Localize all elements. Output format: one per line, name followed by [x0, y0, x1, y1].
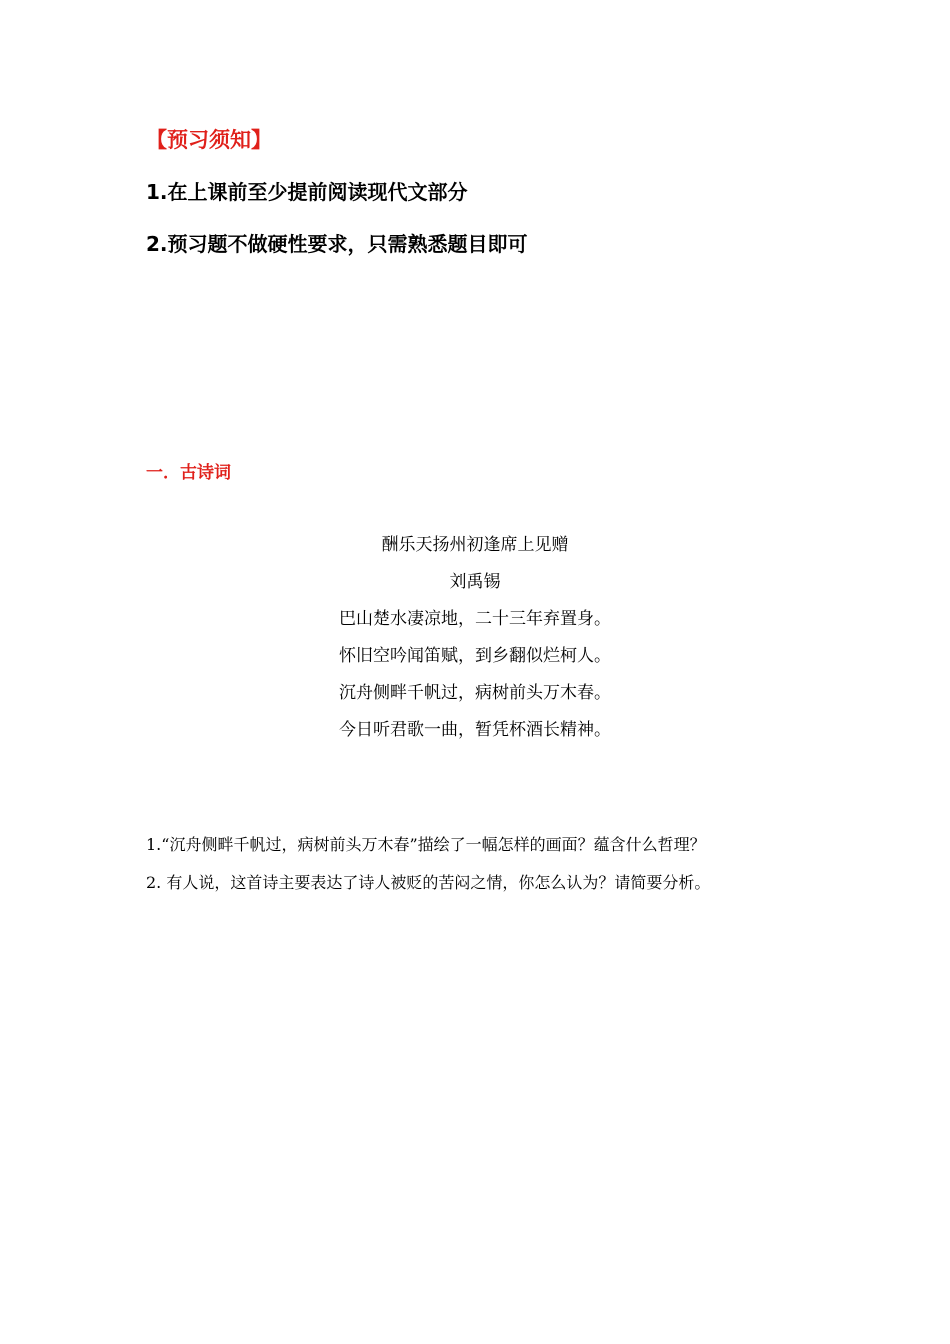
question-1: 1.“沉舟侧畔千帆过，病树前头万木春”描绘了一幅怎样的画面？蕴含什么哲理？ — [146, 835, 706, 854]
poem-line-2: 怀旧空吟闻笛赋，到乡翻似烂柯人。 — [339, 646, 611, 666]
poem-block — [0, 530, 950, 752]
question-2: 2. 有人说，这首诗主要表达了诗人被贬的苦闷之情，你怎么认为？请简要分析。 — [146, 873, 711, 892]
poem-line-1: 巴山楚水凄凉地，二十三年弃置身。 — [339, 609, 611, 629]
section-heading-ancient-poetry: 一．古诗词 — [146, 463, 231, 483]
preview-notice-item-2: 2.预习题不做硬性要求，只需熟悉题目即可 — [146, 232, 528, 256]
poem-author: 刘禹锡 — [449, 572, 501, 592]
poem-line-3: 沉舟侧畔千帆过，病树前头万木春。 — [339, 683, 611, 703]
preview-notice-item-1: 1.在上课前至少提前阅读现代文部分 — [146, 180, 468, 204]
preview-notice-title: 【预习须知】 — [146, 128, 272, 152]
poem-line-4: 今日听君歌一曲，暂凭杯酒长精神。 — [339, 720, 611, 740]
poem-title: 酬乐天扬州初逢席上见赠 — [381, 535, 569, 555]
